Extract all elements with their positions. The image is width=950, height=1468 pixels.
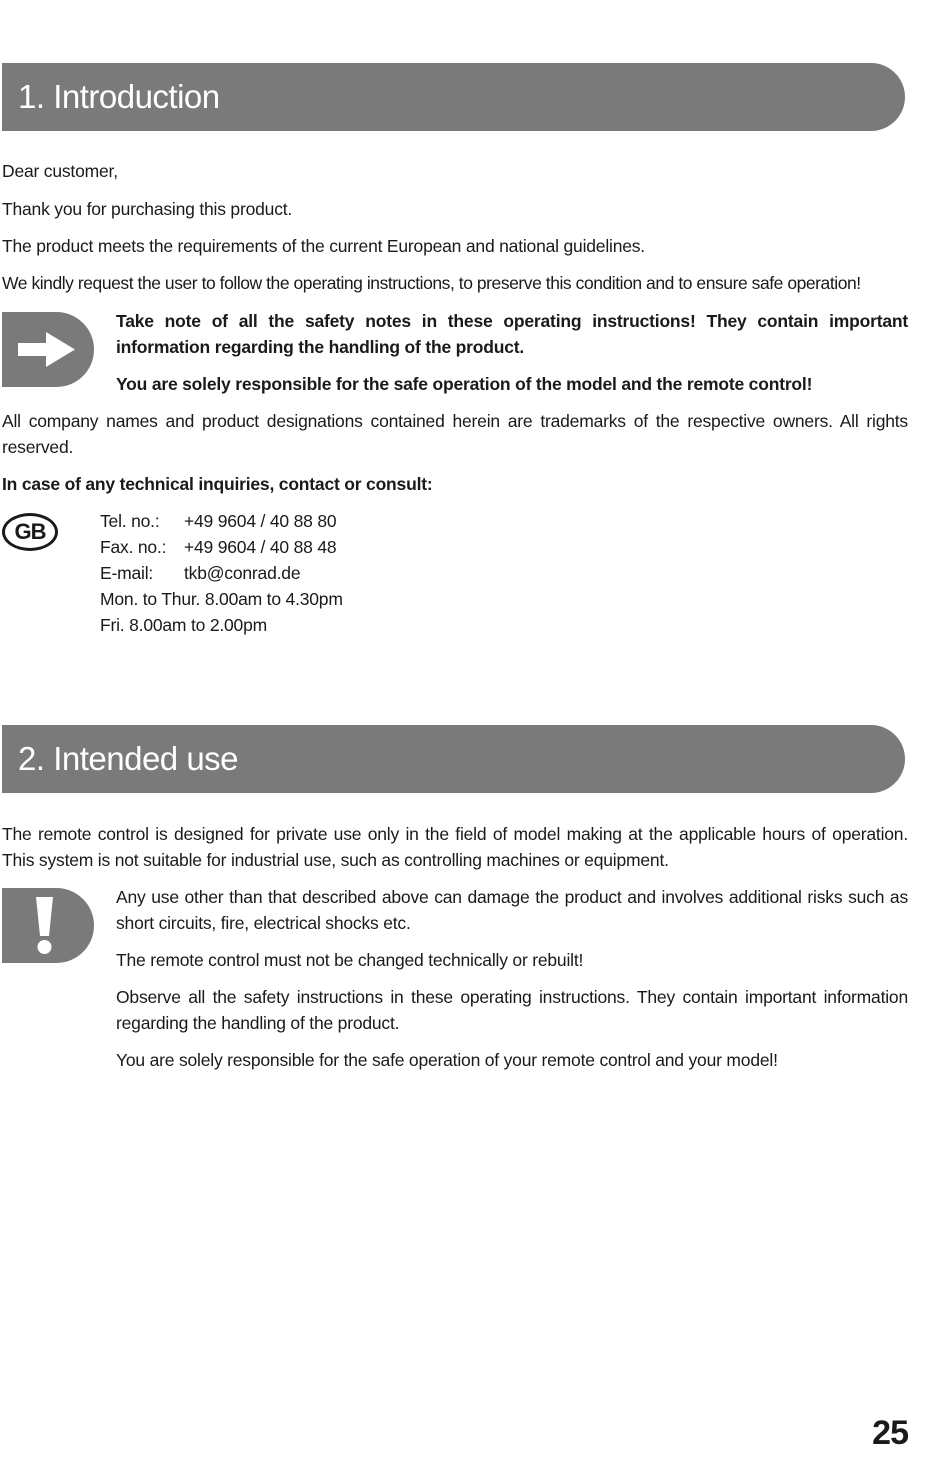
warning-responsibility: You are solely responsible for the safe operation of your remote control and your model! [116, 1050, 778, 1070]
warning-observe-instructions: Observe all the safety instructions in these operating instructions. They contain important information regarding the handling of the product. [116, 987, 908, 1033]
contact-block [100, 508, 343, 638]
arrow-right-icon [2, 312, 94, 387]
section-title: 1. Introduction [18, 78, 220, 115]
safety-note: Take note of all the safety notes in these operating instructions! They contain important information regarding the handling of the product. [116, 311, 908, 357]
section-header-intended-use [2, 725, 905, 793]
request-text: We kindly request the user to follow the operating instructions, to preserve this condition and to ensure safe operation! [2, 273, 861, 293]
contact-fax [100, 534, 343, 560]
exclamation-icon [2, 888, 94, 963]
warning-no-modification: The remote control must not be changed technically or rebuilt! [116, 950, 584, 970]
inquiries-heading: In case of any technical inquiries, contact or consult: [2, 474, 433, 494]
responsibility-note: You are solely responsible for the safe operation of the model and the remote control! [116, 374, 813, 394]
section-title: 2. Intended use [18, 740, 239, 777]
intended-use-description: The remote control is designed for private use only in the field of model making at the applicable hours of operation. This system is not suitable for industrial use, such as controlling machines or equipment. [2, 824, 908, 870]
contact-email [100, 560, 343, 586]
fax-label: Fax. no.: [100, 537, 167, 557]
fax-value: +49 9604 / 40 88 48 [184, 537, 337, 557]
warning-other-use: Any use other than that described above can damage the product and involves additional risks such as short circuits, fire, electrical shocks etc. [116, 887, 908, 933]
page-number: 25 [872, 1414, 908, 1452]
email-value: tkb@conrad.de [184, 563, 301, 583]
tel-label: Tel. no.: [100, 511, 160, 531]
hours-friday: Fri. 8.00am to 2.00pm [100, 615, 267, 635]
section-header-introduction [2, 63, 905, 131]
thanks-text: Thank you for purchasing this product. [2, 199, 293, 219]
country-badge: GB [2, 513, 58, 551]
requirements-text: The product meets the requirements of the current European and national guidelines. [2, 236, 645, 256]
email-label: E-mail: [100, 563, 154, 583]
tel-value: +49 9604 / 40 88 80 [184, 511, 337, 531]
hours-weekday: Mon. to Thur. 8.00am to 4.30pm [100, 589, 343, 609]
greeting: Dear customer, [2, 161, 118, 181]
trademarks-text: All company names and product designations contained herein are trademarks of the respective owners. All rights reserved. [2, 411, 908, 457]
contact-tel [100, 508, 343, 534]
